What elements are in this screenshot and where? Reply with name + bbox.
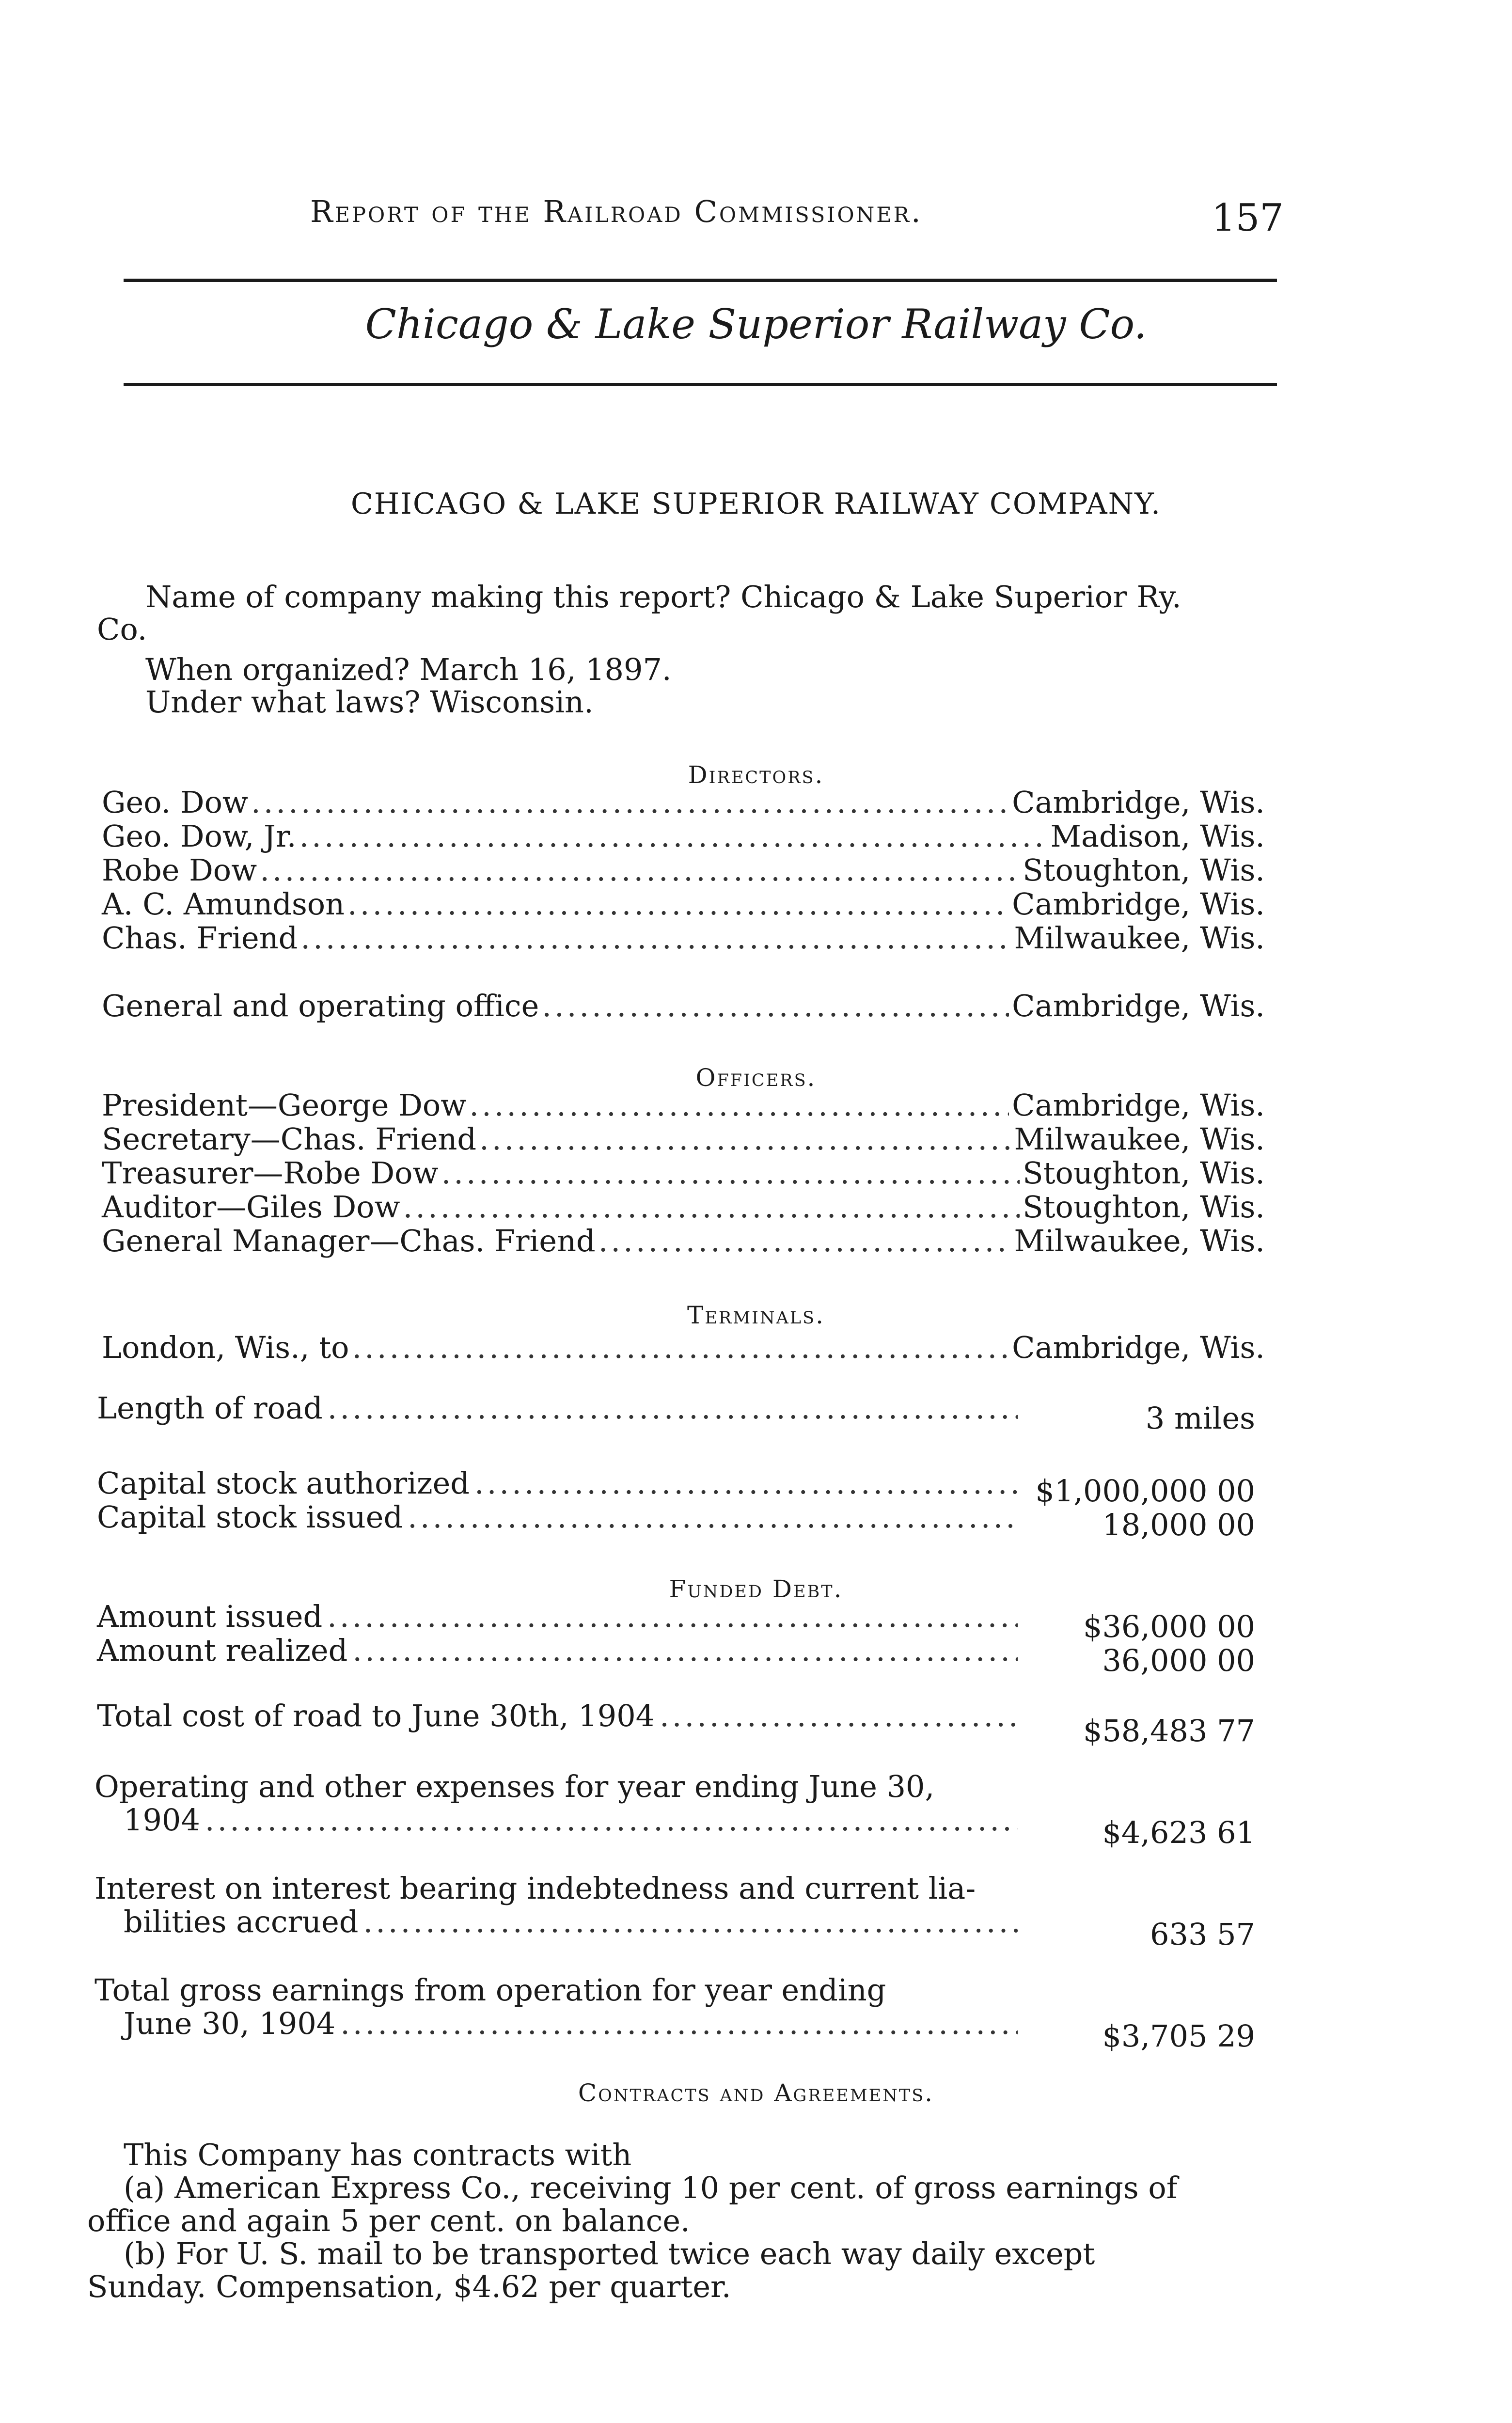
director-name: Geo. Dow, Jr. [102, 818, 297, 854]
officer-row [102, 1224, 1265, 1259]
total-cost-row [97, 1699, 1018, 1733]
director-place: Milwaukee, Wis. [1014, 920, 1265, 956]
amount-issued-row [97, 1599, 1018, 1634]
contracts-line: This Company has contracts with [124, 2137, 632, 2172]
top-rule [124, 279, 1277, 282]
director-row [102, 785, 1265, 820]
interest-line-2: bilities accrued [124, 1904, 359, 1939]
length-value: 3 miles [1145, 1400, 1255, 1436]
amount-issued-value: $36,000 00 [1083, 1609, 1255, 1644]
operating-line-2: 1904 [124, 1802, 200, 1838]
amount-issued-label: Amount issued [97, 1599, 323, 1634]
officer-name: Auditor—Giles Dow [102, 1189, 400, 1225]
director-name: Chas. Friend [102, 920, 298, 956]
officer-place: Milwaukee, Wis. [1014, 1223, 1265, 1259]
director-name: A. C. Amundson [102, 886, 345, 922]
gross-row [124, 2006, 1018, 2041]
capital-authorized-value: $1,000,000 00 [1035, 1473, 1255, 1509]
officer-name: General Manager—Chas. Friend [102, 1223, 596, 1259]
bottom-rule [124, 383, 1277, 386]
interest-row [124, 1904, 1018, 1939]
director-place: Stoughton, Wis. [1023, 852, 1265, 888]
company-name-cont: Co. [97, 612, 147, 647]
director-place: Madison, Wis. [1050, 818, 1265, 854]
contracts-line: (a) American Express Co., receiving 10 per cent. of gross earnings of [124, 2170, 1178, 2205]
page-title: CHICAGO & LAKE SUPERIOR RAILWAY COMPANY. [350, 487, 1162, 521]
amount-realized-row [97, 1633, 1018, 1668]
officer-row [102, 1190, 1265, 1225]
director-row [102, 819, 1265, 854]
capital-authorized-label: Capital stock authorized [97, 1465, 470, 1501]
total-cost-label: Total cost of road to June 30th, 1904 [97, 1698, 655, 1733]
capital-issued-label: Capital stock issued [97, 1499, 403, 1535]
operating-row [124, 1803, 1018, 1838]
interest-line-1: Interest on interest bearing indebtedness and current lia- [94, 1871, 976, 1906]
officer-row [102, 1156, 1265, 1191]
director-place: Cambridge, Wis. [1012, 886, 1265, 922]
terminal-from: London, Wis., to [102, 1330, 349, 1365]
officer-place: Milwaukee, Wis. [1014, 1121, 1265, 1157]
contracts-heading: Contracts and Agreements. [578, 2079, 934, 2107]
officer-name: Treasurer—Robe Dow [102, 1155, 439, 1191]
gross-line-2: June 30, 1904 [124, 2006, 336, 2041]
officer-place: Stoughton, Wis. [1023, 1189, 1265, 1225]
director-row [102, 921, 1265, 956]
terminals-row [102, 1330, 1265, 1365]
interest-value: 633 57 [1150, 1917, 1255, 1952]
capital-issued-value: 18,000 00 [1102, 1507, 1255, 1542]
director-name: Robe Dow [102, 852, 257, 888]
page-number: 157 [1212, 196, 1284, 240]
terminals-heading: Terminals. [687, 1301, 825, 1329]
total-cost-value: $58,483 77 [1083, 1713, 1255, 1748]
organized-line: When organized? March 16, 1897. [145, 652, 672, 687]
director-place: Cambridge, Wis. [1012, 785, 1265, 820]
amount-realized-value: 36,000 00 [1102, 1643, 1255, 1678]
laws-line: Under what laws? Wisconsin. [145, 684, 594, 720]
operating-value: $4,623 61 [1102, 1815, 1255, 1850]
officer-row [102, 1122, 1265, 1157]
running-head: Report of the Railroad Commissioner. [310, 194, 923, 229]
subhead: Chicago & Lake Superior Railway Co. [365, 300, 1147, 348]
contracts-line: Sunday. Compensation, $4.62 per quarter. [87, 2269, 731, 2304]
officer-row [102, 1088, 1265, 1123]
officer-place: Cambridge, Wis. [1012, 1087, 1265, 1123]
funded-debt-heading: Funded Debt. [669, 1575, 843, 1603]
director-row [102, 853, 1265, 888]
director-name: Geo. Dow [102, 785, 248, 820]
capital-authorized-row [97, 1466, 1018, 1501]
gross-line-1: Total gross earnings from operation for year ending [94, 1972, 886, 2008]
gross-value: $3,705 29 [1102, 2018, 1255, 2054]
length-row [97, 1391, 1018, 1426]
contracts-line: (b) For U. S. mail to be transported twice each way daily except [124, 2236, 1095, 2271]
officer-place: Stoughton, Wis. [1023, 1155, 1265, 1191]
officer-name: Secretary—Chas. Friend [102, 1121, 477, 1157]
capital-issued-row [97, 1500, 1018, 1535]
operating-line-1: Operating and other expenses for year ending June 30, [94, 1769, 935, 1804]
general-office-place: Cambridge, Wis. [1012, 988, 1265, 1023]
general-office-row [102, 989, 1265, 1023]
terminal-to: Cambridge, Wis. [1012, 1330, 1265, 1365]
directors-heading: Directors. [688, 761, 824, 789]
company-name-line: Name of company making this report? Chicago & Lake Superior Ry. [145, 579, 1181, 614]
amount-realized-label: Amount realized [97, 1633, 348, 1668]
officer-name: President—George Dow [102, 1087, 467, 1123]
officers-heading: Officers. [695, 1064, 817, 1092]
contracts-line: office and again 5 per cent. on balance. [87, 2203, 690, 2238]
general-office-label: General and operating office [102, 988, 539, 1023]
length-label: Length of road [97, 1390, 323, 1426]
director-row [102, 887, 1265, 922]
